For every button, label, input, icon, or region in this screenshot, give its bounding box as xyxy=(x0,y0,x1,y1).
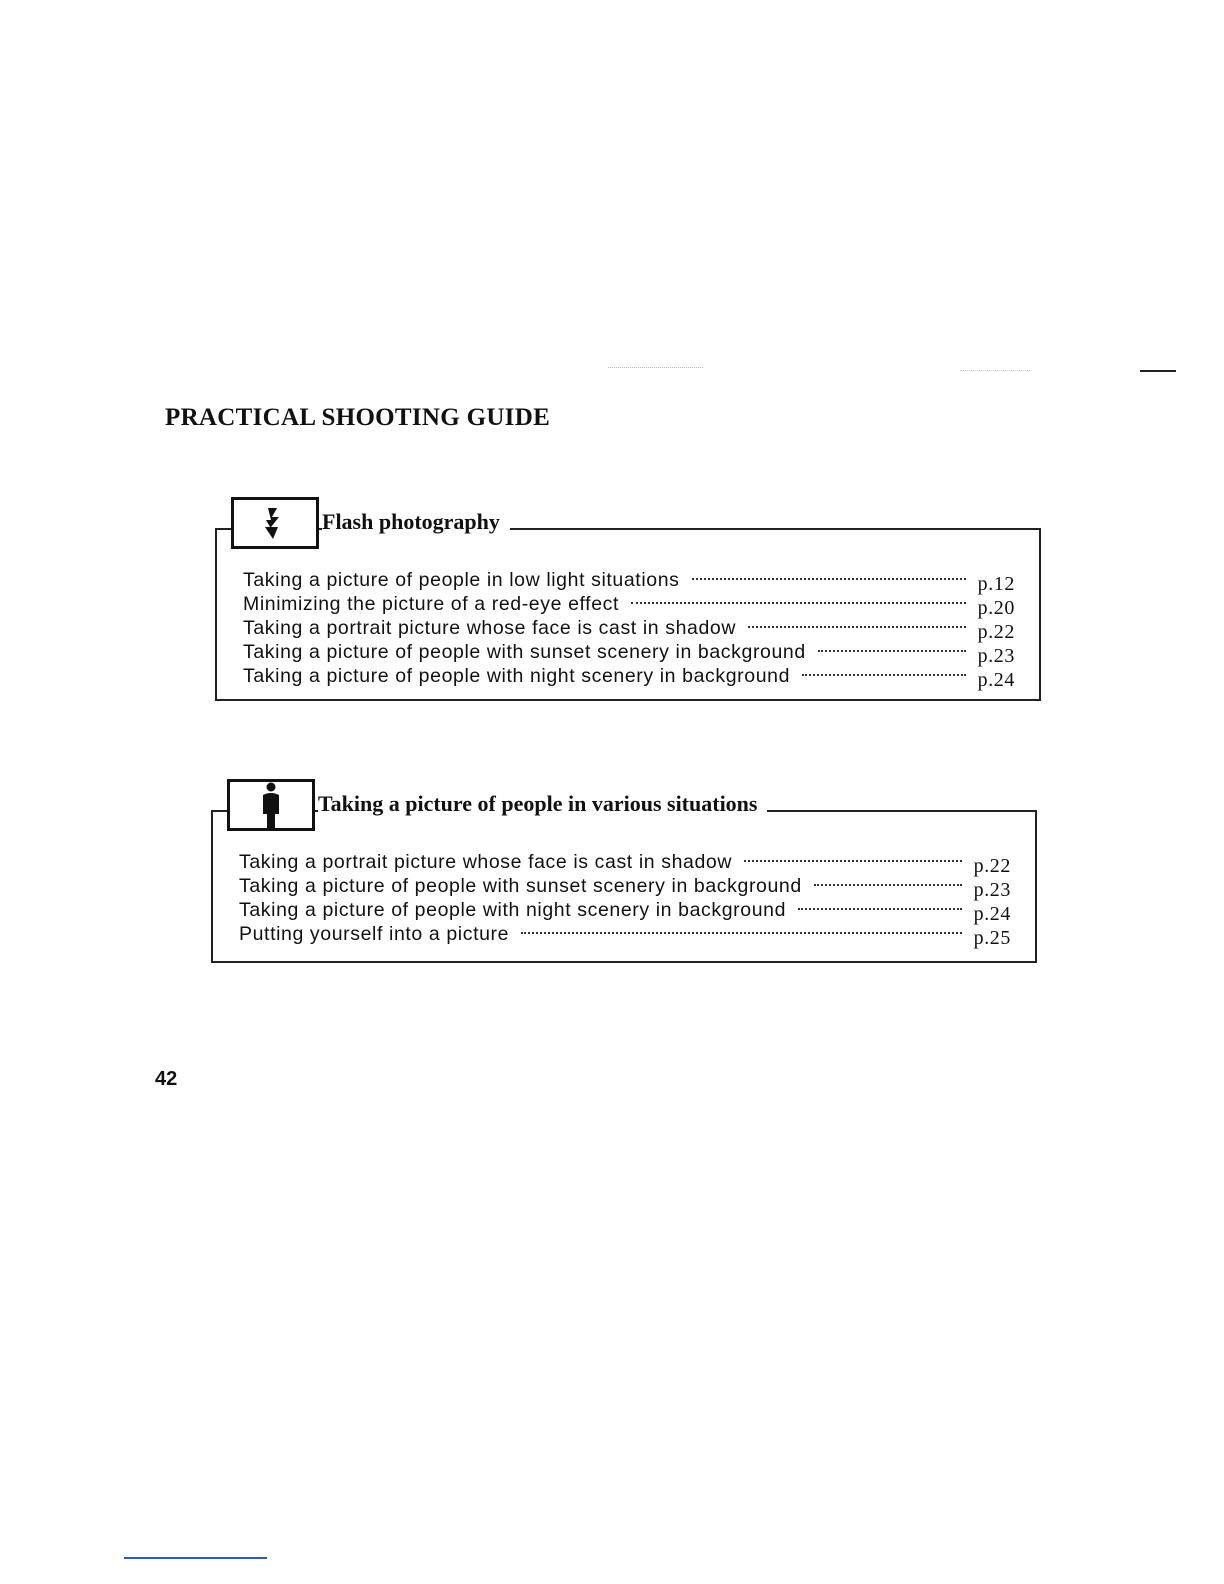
entry-text: Taking a picture of people with sunset scenery in background xyxy=(239,875,802,897)
entry-text: Taking a portrait picture whose face is cast in shadow xyxy=(243,617,737,639)
scan-artifact xyxy=(960,370,1030,371)
entry-text: Taking a picture of people with night scenery in background xyxy=(239,899,787,921)
entry-page: p.22 xyxy=(973,855,1011,877)
section-flash-photography xyxy=(215,497,1041,701)
entry-page: p.24 xyxy=(973,903,1011,925)
entry-text: Taking a picture of people with sunset scenery in background xyxy=(243,641,806,663)
entry-list xyxy=(243,569,1015,689)
footer-rule xyxy=(124,1557,267,1559)
frame-top-left xyxy=(215,528,231,530)
section-title: Taking a picture of people in various situations xyxy=(318,791,767,817)
entry-list xyxy=(239,851,1011,947)
list-item xyxy=(243,593,1015,617)
dot-leader xyxy=(798,908,962,910)
flash-icon xyxy=(231,497,319,549)
frame-top-left xyxy=(211,810,227,812)
entry-page: p.24 xyxy=(977,669,1015,691)
entry-text: Putting yourself into a picture xyxy=(239,923,510,945)
page-title: PRACTICAL SHOOTING GUIDE xyxy=(165,404,551,431)
dot-leader xyxy=(748,626,966,628)
dot-leader xyxy=(802,674,966,676)
list-item xyxy=(243,569,1015,593)
person-icon xyxy=(227,779,315,831)
scan-artifact xyxy=(608,367,703,368)
dot-leader xyxy=(631,602,966,604)
list-item xyxy=(239,875,1011,899)
list-item xyxy=(243,641,1015,665)
section-people-situations xyxy=(211,779,1037,963)
dot-leader xyxy=(818,650,966,652)
list-item xyxy=(239,923,1011,947)
dot-leader xyxy=(692,578,966,580)
list-item xyxy=(239,851,1011,875)
entry-page: p.25 xyxy=(973,927,1011,949)
entry-text: Minimizing the picture of a red-eye effect xyxy=(243,593,620,615)
entry-page: p.23 xyxy=(977,645,1015,667)
entry-text: Taking a picture of people in low light situations xyxy=(243,569,680,591)
section-title: Flash photography xyxy=(322,509,510,535)
entry-page: p.20 xyxy=(977,597,1015,619)
scan-artifact xyxy=(1140,370,1176,372)
page-number: 42 xyxy=(155,1068,178,1090)
entry-text: Taking a portrait picture whose face is cast in shadow xyxy=(239,851,733,873)
list-item xyxy=(243,665,1015,689)
dot-leader xyxy=(521,932,962,934)
dot-leader xyxy=(814,884,962,886)
dot-leader xyxy=(744,860,962,862)
list-item xyxy=(243,617,1015,641)
entry-page: p.23 xyxy=(973,879,1011,901)
list-item xyxy=(239,899,1011,923)
entry-page: p.22 xyxy=(977,621,1015,643)
entry-text: Taking a picture of people with night scenery in background xyxy=(243,665,791,687)
entry-page: p.12 xyxy=(977,573,1015,595)
